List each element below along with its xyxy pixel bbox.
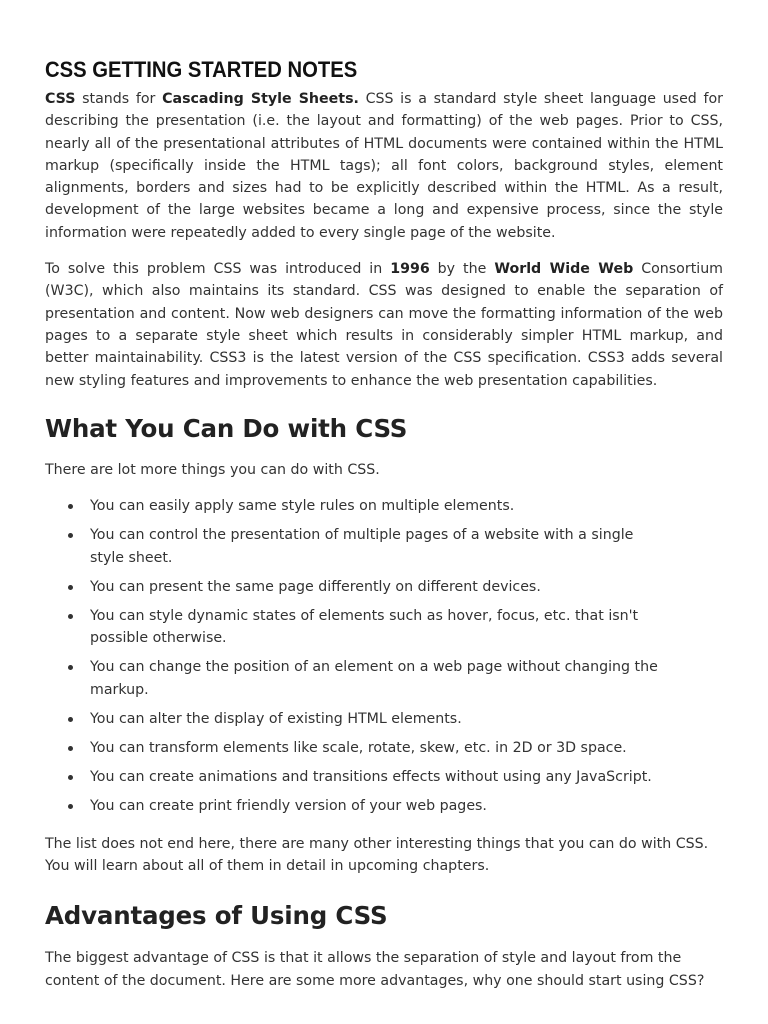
term-world-wide-web: World Wide Web — [494, 261, 634, 278]
list-item: You can easily apply same style rules on multiple elements. — [45, 495, 723, 518]
list-item: You can control the presentation of multiple pages of a website with a single style sheet. — [45, 524, 723, 569]
term-cascading-style-sheets: Cascading Style Sheets. — [162, 91, 359, 107]
intro-p1-text-b: CSS is a standard style sheet language used for describing the presentation (i.e. the layout and formatting) of the web pages. Prior to CSS, nearly all of the presentational attributes of HTML documents were contained within the HTML markup (specifically inside the HTML tags); all font colors, background styles, element alignments, borders and sizes had to be explicitly described within the HTML. As a result, development of the large websites became a long and expensive process, since the style information were repeatedly added to every single page of the website. — [45, 91, 723, 241]
section-heading-advantages: Advantages of Using CSS — [45, 901, 388, 931]
intro-p1-text-a: stands for — [75, 91, 163, 107]
list-item: You can create print friendly version of your web pages. — [45, 795, 723, 818]
document-title: CSS GETTING STARTED NOTES — [45, 57, 358, 82]
intro-paragraph-1 — [45, 88, 723, 244]
section1-closing: The list does not end here, there are many other interesting things that you can do with CSS. You will learn about all of them in detail in upcoming chapters. — [45, 835, 709, 874]
document-page — [45, 56, 723, 992]
section2-lead: The biggest advantage of CSS is that it allows the separation of style and layout from the content of the document. Here are some more advantages, why one should start using CSS? — [45, 950, 705, 989]
year-1996: 1996 — [390, 261, 430, 278]
section-heading-what-you-can-do: What You Can Do with CSS — [45, 413, 408, 443]
feature-list — [45, 495, 723, 817]
intro-p2-text-a: To solve this problem CSS was introduced in — [45, 261, 391, 278]
list-item: You can create animations and transitions effects without using any JavaScript. — [45, 766, 723, 789]
list-item: You can change the position of an element on a web page without changing the markup. — [45, 656, 723, 701]
list-item: You can transform elements like scale, rotate, skew, etc. in 2D or 3D space. — [45, 737, 723, 760]
list-item: You can present the same page differently on different devices. — [45, 576, 723, 599]
term-css: CSS — [45, 91, 76, 107]
list-item: You can style dynamic states of elements such as hover, focus, etc. that isn't possible otherwise. — [45, 605, 723, 650]
intro-paragraph-2 — [45, 258, 723, 392]
list-item: You can alter the display of existing HTML elements. — [45, 708, 723, 731]
section1-lead: There are lot more things you can do with CSS. — [45, 461, 380, 478]
intro-p2-text-b: by the — [429, 261, 495, 278]
intro-p2-text-c: Consortium (W3C), which also maintains its standard. CSS was designed to enable the separation of presentation and content. Now web designers can move the formatting information of the web pages to a separate style sheet which results in considerably simpler HTML markup, and better maintainability. CSS3 is the latest version of the CSS specification. CSS3 adds several new styling features and improvements to enhance the web presentation capabilities. — [45, 261, 724, 389]
